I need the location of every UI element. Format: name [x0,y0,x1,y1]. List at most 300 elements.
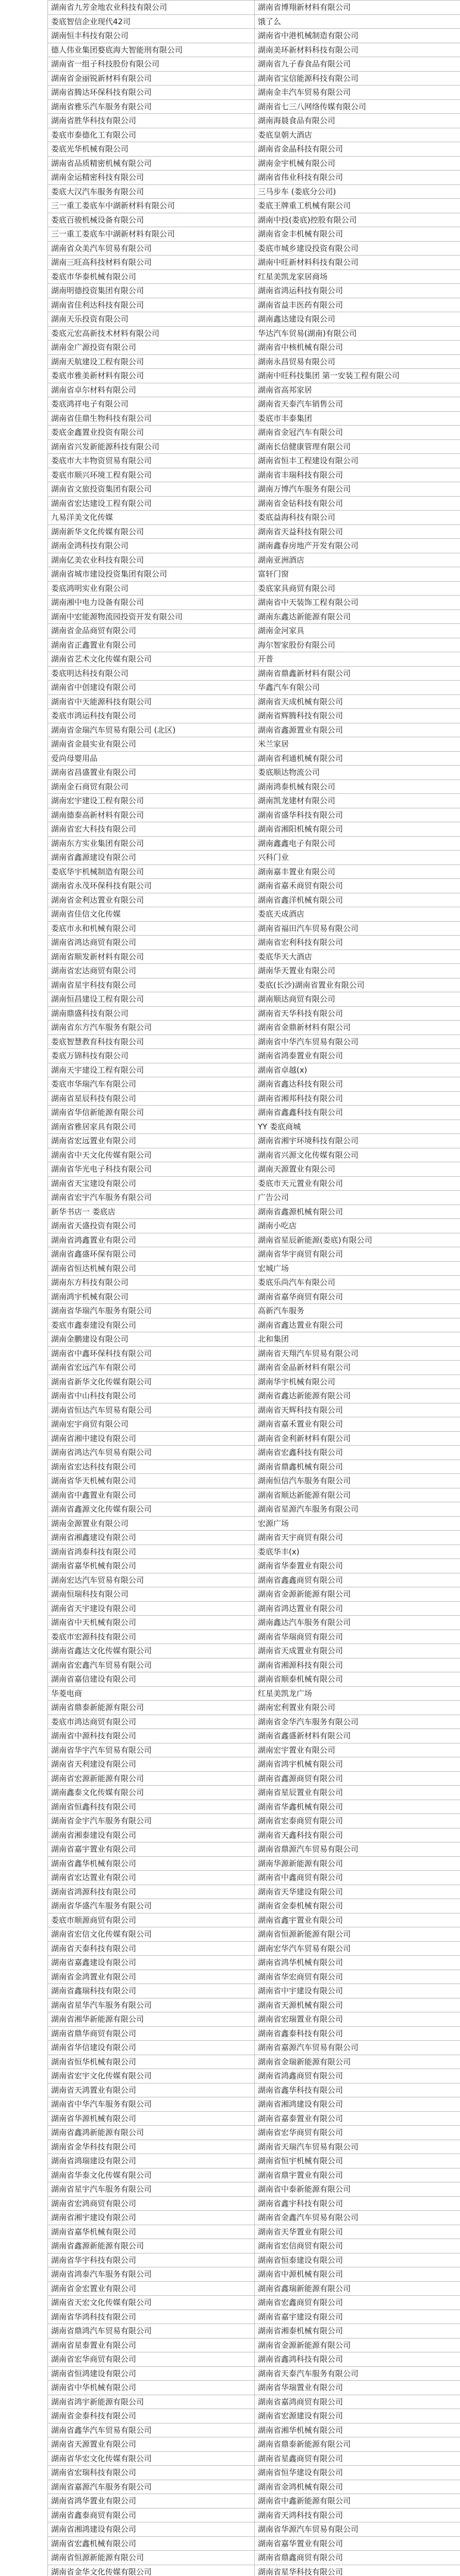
table-row [48,184,460,199]
table-row [48,2395,460,2409]
company-name-right: 湖南省鑫宇科技有限公司 [255,2196,460,2211]
company-name-right: 湖南省鸿鑫商贸有限公司 [255,2069,460,2083]
table-row [48,354,460,369]
company-name-right: 湖南省中港机械制造有限公司 [255,29,460,43]
company-name-left: 湖南省嘉鑫建设有限公司 [48,1956,255,1970]
company-name-left: 湖南省天盛投资有限公司 [48,1219,255,1233]
company-name-right: 娄底家具商贸有限公司 [255,581,460,596]
company-name-right: 湖南长信健康管理有限公司 [255,439,460,454]
table-row [48,2466,460,2480]
company-name-right: 湖南省博翔新材料有限公司 [255,1,460,15]
company-name-left: 湖南省宏宇文化传媒有限公司 [48,2069,255,2083]
company-name-right: 湖南省鑫鸿科技有限公司 [255,2352,460,2367]
company-name-right: 湖南永昌贸易有限公司 [255,354,460,369]
company-name-right: 红星美凯龙广场 [255,1686,460,1701]
table-row [48,341,460,355]
table-row [48,1035,460,1049]
table-row [48,1417,460,1432]
table-row [48,1998,460,2012]
company-name-right: 高新汽车服务 [255,1304,460,1318]
company-name-left: 湖南鑫泰文化传媒有限公司 [48,1786,255,1800]
table-row [48,553,460,567]
company-name-left: 湖南省宏华商贸有限公司 [48,2352,255,2367]
company-name-right: 湖南省鑫洋机械有限公司 [255,893,460,907]
table-row [48,241,460,256]
table-row [48,1786,460,1800]
table-row [48,879,460,893]
company-name-left: 湖南省雅乐汽车服务有限公司 [48,99,255,114]
company-name-left: 湖南省恒源新能源有限公司 [48,2551,255,2565]
table-row [48,2480,460,2494]
company-name-left: 湖南省嘉宇置业有限公司 [48,1842,255,1857]
company-name-right: 湖南省华宏商贸有限公司 [255,1970,460,1984]
table-row [48,1361,460,1375]
table-row [48,950,460,964]
company-name-left: 湖南省恒达机械有限公司 [48,1261,255,1276]
company-name-left: 湖南省恒华机械有限公司 [48,2055,255,2069]
table-row [48,142,460,157]
table-row [48,652,460,667]
table-row [48,936,460,950]
table-row [48,978,460,992]
table-row [48,907,460,922]
table-row [48,2310,460,2324]
company-name-right: 湖南省盛华科技有限公司 [255,808,460,822]
company-name-right: 湖南省鑫鑫商贸有限公司 [255,1573,460,1587]
table-row [48,2097,460,2112]
table-row [48,284,460,298]
table-row [48,2026,460,2041]
table-row [48,681,460,695]
company-name-right: 湖南鸿泰机械有限公司 [255,779,460,794]
company-name-right: 湖南省中源机械有限公司 [255,2267,460,2282]
table-row [48,893,460,907]
company-name-left: 湖南省鑫瑞科技有限公司 [48,1984,255,1998]
company-name-left: 湖南省中山科技有限公司 [48,1389,255,1403]
company-name-left: 湖南省兴发新能源科技有限公司 [48,439,255,454]
company-name-right: 华达汽车贸易(湖南)有限公司 [255,326,460,341]
table-row [48,171,460,185]
table-row [48,2423,460,2437]
company-name-left: 湖南省宏瑞科技有限公司 [48,2466,255,2480]
company-name-left: 湖南省众美汽车贸易有限公司 [48,241,255,256]
company-name-left: 湖南省鑫华汽车贸易有限公司 [48,2423,255,2437]
company-name-left: 湖南省城市建设投资集团有限公司 [48,567,255,582]
table-row [48,1771,460,1786]
company-name-right: 娄底华天大酒店 [255,950,460,964]
company-name-left: 娄底市华瑞汽车有限公司 [48,1077,255,1092]
company-name-left: 湖南省佳信文化传媒 [48,907,255,922]
company-name-right: 湖南金宇机械有限公司 [255,156,460,171]
company-name-right: 湖南省湘泰机械有限公司 [255,2324,460,2338]
table-row [48,1290,460,1304]
company-name-left: 湖南金广源投资有限公司 [48,341,255,355]
company-name-left: 湖南省华天机械有限公司 [48,1474,255,1488]
table-row [48,269,460,284]
table-row [48,1431,460,1446]
table-row [48,2055,460,2069]
table-row [48,2409,460,2424]
company-name-right: 湖南省天鸿科技有限公司 [255,2508,460,2522]
table-row [48,2366,460,2381]
company-name-right: 湖南省嘉源汽车贸易有限公司 [255,2041,460,2055]
company-name-left: 华菱电商 [48,1686,255,1701]
company-name-left: 湖南省中天文化传媒有限公司 [48,1148,255,1162]
company-name-left: 湖南省宏鑫汽车贸易有限公司 [48,1658,255,1672]
company-name-right: 湖南省湘鸿建设有限公司 [255,2097,460,2112]
table-row [48,1077,460,1092]
company-name-right: 湖南省天泰汽车服务有限公司 [255,2366,460,2381]
company-name-left: 湖南省中创建设有限公司 [48,681,255,695]
table-row [48,1913,460,1927]
table-row [48,128,460,142]
company-name-right: 湖南省嘉禾置业有限公司 [255,1417,460,1432]
company-name-left: 娄底市雅美新材料有限公司 [48,369,255,383]
company-name-left: 湖南省天宇建设有限公司 [48,1601,255,1616]
company-name-left: 湖南鸿宇机械有限公司 [48,1290,255,1304]
company-name-right: 娄底乐尚汽车有限公司 [255,1276,460,1290]
company-name-right: 湖南小吃店 [255,1219,460,1233]
company-name-right: 湖南省鑫源商贸有限公司 [255,1771,460,1786]
company-name-left: 湖南省中天能源科技有限公司 [48,694,255,709]
company-name-right: 湖南省宏瑞置业有限公司 [255,2012,460,2027]
table-row [48,383,460,397]
company-name-right: 三马步车 (娄底分公司) [255,184,460,199]
company-name-right: 湖南天源置业有限公司 [255,1162,460,1177]
table-row [48,454,460,468]
company-name-left: 湖南省胜华科技有限公司 [48,114,255,128]
company-name-right: 湖南东鑫达新能源有限公司 [255,609,460,624]
company-name-right: 湖南省金瑞新能源有限公司 [255,2055,460,2069]
table-row [48,1502,460,1517]
company-name-right: 湖南省华瑞商贸有限公司 [255,1630,460,1644]
company-name-left: 新华书店一 娄底店 [48,1205,255,1219]
company-name-right: 湖南省嘉禾商贸有限公司 [255,879,460,893]
company-name-right: 湖南宏宇置业有限公司 [255,1743,460,1757]
table-row [48,1346,460,1361]
company-name-left: 湖南省湘泰建设有限公司 [48,1828,255,1842]
company-name-right: 湖南省丰瑞科技有限公司 [255,468,460,482]
company-name-left: 湖南省宏信文化传媒有限公司 [48,1927,255,1942]
table-row [48,14,460,29]
company-name-right: 湖南省星鑫商贸有限公司 [255,2451,460,2466]
table-row [48,865,460,879]
table-row [48,638,460,652]
company-name-left: 湖南省鸿达商贸有限公司 [48,936,255,950]
company-name-left: 湖南省华泰文化传媒有限公司 [48,2168,255,2182]
table-row [48,1828,460,1842]
table-row [48,2437,460,2452]
company-name-right: 湖南省金鸿机械有限公司 [255,2480,460,2494]
company-name-left: 三一重工娄底车中湖新材料有限公司 [48,199,255,213]
company-name-left: 湖南省金利达置业有限公司 [48,893,255,907]
company-name-right: 娄底王牌重工机械有限公司 [255,199,460,213]
table-row [48,709,460,723]
table-row [48,1191,460,1205]
company-name-left: 娄底市鸿运科技有限公司 [48,709,255,723]
company-name-left: 娄底市顺源商贸有限公司 [48,1913,255,1927]
company-name-right: 湖南省金鑫汽车贸易有限公司 [255,2211,460,2225]
company-name-left: 湖南天乐投资有限公司 [48,312,255,327]
company-name-right: 湖南省益丰医药有限公司 [255,298,460,312]
company-name-left: 湖南省天宏文化传媒有限公司 [48,2296,255,2310]
table-row [48,496,460,511]
company-name-right: 湖南省金晶科技有限公司 [255,142,460,157]
company-name-left: 湖南省鑫源新能源有限公司 [48,2239,255,2253]
company-name-left: 湖南省九芳金地农业科技有限公司 [48,1,255,15]
company-name-right: 湖南省恒丰工程建设有限公司 [255,454,460,468]
table-row [48,836,460,851]
company-name-left: 湖南省金品商贸有限公司 [48,624,255,638]
company-name-left: 湖南省华瑞汽车服务有限公司 [48,1304,255,1318]
company-name-right: 华鑫汽车有限公司 [255,681,460,695]
table-row [48,1573,460,1587]
company-name-left: 湖南宏宇商贸有限公司 [48,1417,255,1432]
company-name-right: 湖南省恒源新能源有限公司 [255,1927,460,1942]
company-name-left: 湖南省宏远置业有限公司 [48,1134,255,1148]
company-name-right: 湖南省宏鑫科技有限公司 [255,1446,460,1460]
company-name-left: 湖南省鑫源文化传媒有限公司 [48,1502,255,1517]
company-name-right: 湖南省星源汽车服务有限公司 [255,1502,460,1517]
table-row [48,1488,460,1502]
table-row [48,2168,460,2182]
company-name-left: 娄底市泰德化工有限公司 [48,128,255,142]
table-row [48,2012,460,2027]
company-name-left: 湖南省宏鸿商贸有限公司 [48,2196,255,2211]
company-name-left: 湖南省华宏文化传媒有限公司 [48,2451,255,2466]
company-name-right: 湖南省鸿运科技有限公司 [255,284,460,298]
table-row [48,2536,460,2551]
table-row [48,609,460,624]
table-row [48,213,460,227]
company-name-left: 娄底光华机械有限公司 [48,142,255,157]
company-name-right: 湖南省华鑫机械有限公司 [255,1800,460,1814]
company-name-left: 湖南省鑫达文化传媒有限公司 [48,1644,255,1658]
company-name-right: 湖南省鑫达置业有限公司 [255,1318,460,1332]
company-name-right: 湖南省中鑫新能源有限公司 [255,2494,460,2509]
company-name-right: 湖南省湘阳机械有限公司 [255,822,460,837]
company-name-left: 湖南省湘鸿建设有限公司 [48,2522,255,2537]
company-name-right: 湖南省天翔汽车贸易有限公司 [255,1346,460,1361]
company-name-right: 湖南省金泰机械有限公司 [255,1899,460,1913]
company-name-left: 湖南省金瑞汽车贸易有限公司 (北区) [48,723,255,737]
company-name-right: 饿了么 [255,14,460,29]
company-name-left: 娄底市大丰物资贸易有限公司 [48,454,255,468]
company-name-left: 湖南省湘鑫建设有限公司 [48,1531,255,1545]
table-row [48,1247,460,1262]
table-row [48,1389,460,1403]
company-name-right: 湖南省嘉宇建设有限公司 [255,2310,460,2324]
company-name-right: 宏城广场 [255,1261,460,1276]
table-row [48,2494,460,2509]
company-name-left: 湖南省华盛汽车服务有限公司 [48,1899,255,1913]
company-name-right: 湖南省兴源文化传媒有限公司 [255,1148,460,1162]
table-row [48,1587,460,1602]
company-name-left: 湖南省华源机械有限公司 [48,2111,255,2126]
table-row [48,2451,460,2466]
table-row [48,596,460,610]
table-row [48,737,460,752]
company-name-left: 湖南省嘉源汽车服务有限公司 [48,2480,255,2494]
company-name-left: 湖南省湘宇建设有限公司 [48,2211,255,2225]
company-name-left: 湖南省鸿达汽车贸易有限公司 [48,1446,255,1460]
table-row [48,1233,460,1247]
company-name-left: 娄底市鑫泰建设有限公司 [48,1318,255,1332]
table-row [48,29,460,43]
company-name-left: 娄底市鸿达商贸有限公司 [48,1715,255,1729]
table-row [48,1856,460,1871]
table-row [48,2338,460,2352]
company-name-left: 湖南省天宝建设有限公司 [48,1176,255,1191]
company-name-left: 湖南省宏鑫机械有限公司 [48,2536,255,2551]
company-name-left: 湖南省华宇科技有限公司 [48,2253,255,2267]
company-name-left: 湖南省金丽锐新材料有限公司 [48,71,255,86]
company-name-left: 湖南省文旅投资集团有限公司 [48,482,255,497]
table-row [48,1545,460,1559]
company-name-right: 湖南省宏鑫商贸有限公司 [255,2296,460,2310]
company-name-right: 湖南省宏利科技有限公司 [255,936,460,950]
company-name-left: 湖南省鸿泰汽车服务有限公司 [48,2267,255,2282]
company-name-right: 娄底皇朝大酒店 [255,128,460,142]
company-name-right: 湖南省华源汽车贸易有限公司 [255,2522,460,2537]
company-name-left: 湖南省鼎鸿汽车贸易有限公司 [48,2324,255,2338]
company-name-left: 湖南省鸿泰科技有限公司 [48,1545,255,1559]
table-row [48,2211,460,2225]
company-name-left: 湖南省金华文化传媒有限公司 [48,2565,255,2576]
company-name-left: 湖南省中华机械有限公司 [48,2381,255,2395]
company-name-right: 湖南省鑫泰科技有限公司 [255,2026,460,2041]
company-name-left: 湖南省湘中建设有限公司 [48,1431,255,1446]
company-name-right: 娄底(长沙)湖南省置业有限公司 [255,978,460,992]
company-name-left: 湖南省星辰科技有限公司 [48,1091,255,1106]
table-row [48,1516,460,1531]
company-name-left: 三一重工娄底车中湖新材料有限公司 [48,227,255,242]
company-name-right: 湖南省嘉华置业有限公司 [255,2536,460,2551]
table-row [48,1276,460,1290]
table-row [48,808,460,822]
company-name-right: 湖南美环新材料科技有限公司 [255,43,460,57]
table-row [48,43,460,57]
company-name-left: 湖南省宏源新能源有限公司 [48,1771,255,1786]
table-row [48,2352,460,2367]
company-name-left: 湖南省鑫源建设有限公司 [48,851,255,865]
company-name-left: 湖南省中华汽车服务有限公司 [48,2097,255,2112]
company-name-right: 湖南凯龙建材有限公司 [255,794,460,808]
table-row [48,2140,460,2154]
table-row [48,1106,460,1120]
company-name-left: 九易洋美文化传媒 [48,511,255,525]
company-name-right: 湖南海晨食品有限公司 [255,114,460,128]
company-name-left: 爱尚母婴用品 [48,751,255,766]
table-row [48,1049,460,1063]
company-name-left: 湖南省天源置业有限公司 [48,2437,255,2452]
table-row [48,723,460,737]
table-row [48,468,460,482]
table-row [48,312,460,327]
company-name-right: 湖南金丰汽车贸易有限公司 [255,86,460,100]
table-row [48,1601,460,1616]
table-row [48,1885,460,1899]
company-name-left: 湖南中宏能源物流园投资开发有限公司 [48,609,255,624]
company-name-left: 娄底万锦科技有限公司 [48,1049,255,1063]
company-name-right: 海尔智家股份有限公司 [255,638,460,652]
company-name-right: 湖南华天置业有限公司 [255,964,460,978]
company-name-right: 娄底天成酒店 [255,907,460,922]
company-name-left: 湖南金鹏建设有限公司 [48,1332,255,1347]
company-name-right: 广告公司 [255,1191,460,1205]
company-name-right: 湖南省恒华建设有限公司 [255,2466,460,2480]
company-name-left: 湖南省天利建设有限公司 [48,1757,255,1772]
company-name-right: 娄底顺达物流公司 [255,766,460,780]
company-name-right: 湖南省顺泰机械有限公司 [255,1672,460,1687]
company-name-left: 湖南德泰高新材料有限公司 [48,808,255,822]
company-name-right: 湖南省宏泰商贸有限公司 [255,1814,460,1828]
table-row [48,567,460,582]
table-row [48,1970,460,1984]
table-row [48,57,460,72]
company-name-right: 湖南省金源新能源有限公司 [255,2338,460,2352]
company-name-left: 娄底金鑫置业投资有限公司 [48,426,255,440]
company-name-left: 湖南省中鑫环保科技有限公司 [48,1346,255,1361]
company-name-right: 湖南省中华汽车贸易有限公司 [255,1035,460,1049]
company-name-left: 娄底市华泰机械有限公司 [48,269,255,284]
table-row [48,1672,460,1687]
table-row [48,666,460,681]
company-name-left: 湖南省顺发新材料有限公司 [48,950,255,964]
company-name-right: YY 娄底商城 [255,1120,460,1134]
table-row [48,1261,460,1276]
company-name-left: 湖南天航建设工程有限公司 [48,354,255,369]
company-name-right: 湖南省华瑞置业有限公司 [255,2381,460,2395]
table-row [48,1616,460,1630]
company-name-left: 湖南省嘉华机械有限公司 [48,1559,255,1573]
company-name-left: 湖南亿美农业科技有限公司 [48,553,255,567]
company-name-left: 湖南省湘华新能源有限公司 [48,2012,255,2027]
table-row [48,581,460,596]
table-row [48,1063,460,1077]
company-name-right: 湖南亚洲酒店 [255,553,460,567]
company-name-left: 湖南省卓尔材料有限公司 [48,383,255,397]
company-name-right: 宏源广场 [255,1516,460,1531]
company-name-right: 湖南省天瑞汽车贸易有限公司 [255,2140,460,2154]
company-name-right: 湖南省鑫鑫科技有限公司 [255,1106,460,1120]
company-name-right: 湖南省金晶新材料有限公司 [255,1361,460,1375]
company-name-right: 湖南省金利新材料有限公司 [255,1431,460,1446]
table-row [48,1162,460,1177]
company-name-left: 湖南三旺高科技材料有限公司 [48,256,255,270]
table-row [48,326,460,341]
company-name-left: 湖南恒昌建设工程有限公司 [48,992,255,1007]
table-row [48,851,460,865]
company-name-right: 湖南省天华建设有限公司 [255,1885,460,1899]
company-name-right: 湖南省金源新能源有限公司 [255,1587,460,1602]
company-name-left: 湖南省佳利达科技有限公司 [48,298,255,312]
company-name-right: 湖南省嘉鸿商贸有限公司 [255,2395,460,2409]
table-row [48,2565,460,2576]
table-row [48,1205,460,1219]
company-name-left: 湖南省金晨实业有限公司 [48,737,255,752]
company-name-right: 湖南省福田汽车贸易有限公司 [255,921,460,936]
company-name-right: 湖南宏华汽车贸易有限公司 [255,1941,460,1956]
company-name-right: 娄底市天元置业有限公司 [255,1176,460,1191]
company-name-left: 湖南省金鸿置业有限公司 [48,1970,255,1984]
company-name-left: 湖南省鼎华商贸有限公司 [48,2026,255,2041]
company-name-right: 湖南省鼎鑫商贸有限公司 [255,2551,460,2565]
company-name-left: 娄底市宏源科技有限公司 [48,1630,255,1644]
company-name-left: 湖南省恒达汽车贸易有限公司 [48,1403,255,1417]
company-name-left: 娄底市顺兴环境工程有限公司 [48,468,255,482]
company-name-left: 湖南金运精密科技有限公司 [48,171,255,185]
